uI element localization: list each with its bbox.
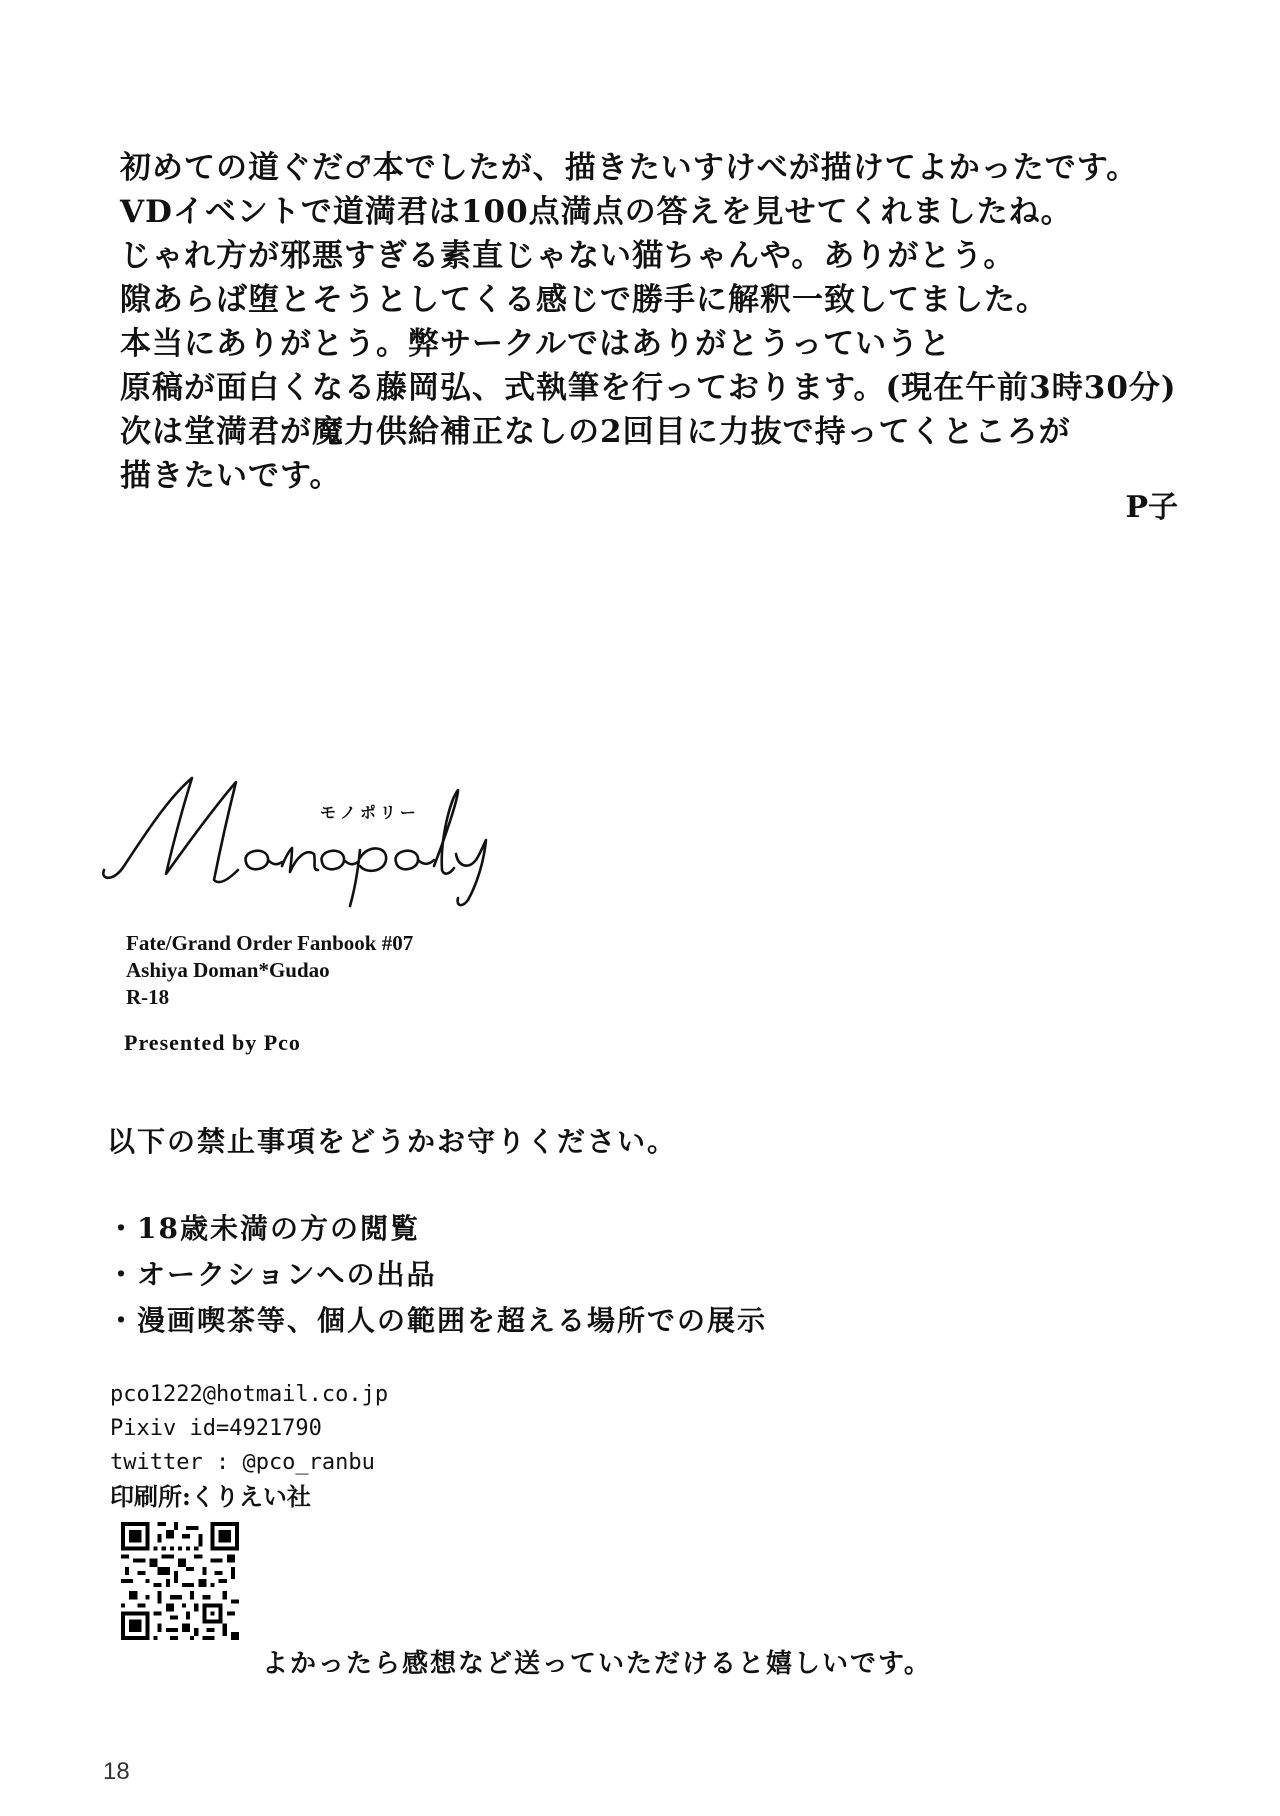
pairing: Ashiya Doman*Gudao: [126, 958, 330, 982]
pixiv-id: Pixiv id=4921790: [110, 1416, 322, 1441]
printer-name: 印刷所:くりえい社: [110, 1482, 311, 1511]
logo-ruby-text: モノポリー: [320, 803, 420, 822]
notice-item: ・オークションへの出品: [107, 1258, 437, 1291]
notice-item: ・漫画喫茶等、個人の範囲を超える場所での展示: [107, 1304, 768, 1337]
afterword-line: 初めての道ぐだ♂本でしたが、描きたいすけべが描けてよかったです。: [120, 150, 1139, 186]
afterword-line: じゃれ方が邪悪すぎる素直じゃない猫ちゃんや。ありがとう。: [120, 238, 1016, 274]
feedback-message: よかったら感想など送っていただけると嬉しいです。: [262, 1649, 932, 1679]
presented-by: Presented by Pco: [124, 1030, 301, 1055]
afterword-line: 原稿が面白くなる藤岡弘、式執筆を行っております。(現在午前3時30分): [120, 370, 1177, 406]
prohibition-notice: [107, 1120, 767, 1344]
book-info: [126, 930, 413, 1011]
qr-code-icon: [121, 1522, 239, 1640]
monopoly-logo: [96, 770, 536, 910]
email-address: pco1222@hotmail.co.jp: [110, 1382, 389, 1407]
twitter-handle: twitter : @pco_ranbu: [110, 1450, 375, 1475]
notice-title: 以下の禁止事項をどうかお守りください。: [107, 1125, 678, 1158]
afterword-text: [120, 146, 1180, 498]
notice-item: ・18歳未満の方の閲覧: [107, 1212, 420, 1245]
contact-info: [110, 1378, 388, 1514]
afterword-line: 描きたいです。: [120, 458, 342, 494]
author-signature: P子: [1125, 490, 1178, 525]
afterword-line: 本当にありがとう。弊サークルではありがとうっていうと: [120, 326, 952, 362]
age-rating: R-18: [126, 985, 170, 1009]
afterword-line: VDイベントで道満君は100点満点の答えを見せてくれましたね。: [120, 194, 1073, 230]
page-number: 18: [103, 1758, 130, 1785]
afterword-line: 次は堂満君が魔力供給補正なしの2回目に力抜で持ってくところが: [120, 414, 1071, 450]
afterword-line: 隙あらば堕とそうとしてくる感じで勝手に解釈一致してました。: [120, 282, 1048, 318]
series-title: Fate/Grand Order Fanbook #07: [126, 931, 414, 955]
